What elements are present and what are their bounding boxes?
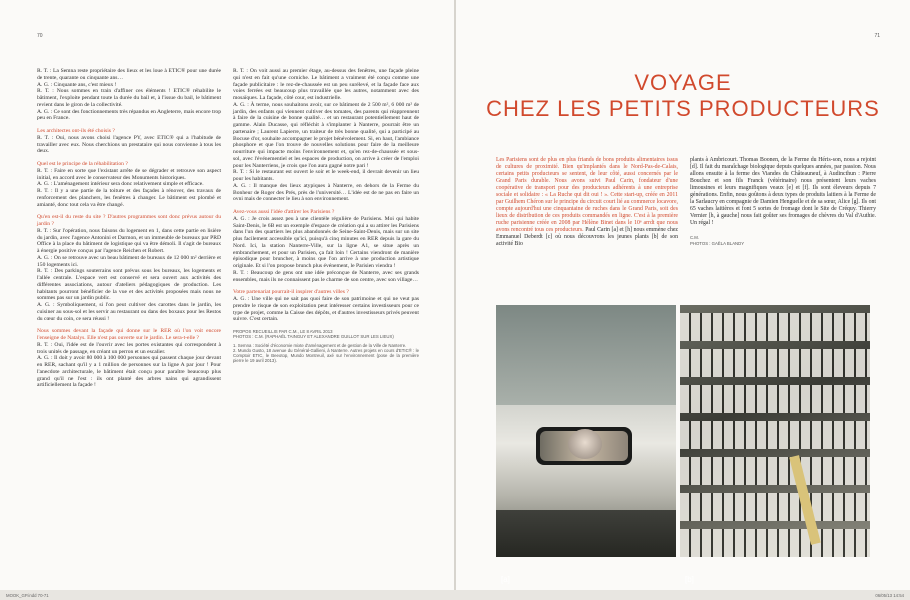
seedling-tray xyxy=(680,385,870,413)
article-title-line-1: VOYAGE xyxy=(634,70,732,95)
interview-answer: A. G. : Il doit y avoir 80 000 à 100 000 personnes qui passent chaque jour devant en RER, sachant qu'il y a 1 million de personnes sur la ligne A par jour ! Pour l'anecdote architecturale, le bâtiment était conçu pour paraître beaucoup plus grand qu'il ne l'est : ils ont planté des arbres nains qui agrandissent artificiellement la façade ! xyxy=(37,355,221,389)
seedling-tray xyxy=(680,421,870,449)
intro-column-1 xyxy=(496,157,678,248)
interview-question: Avez-vous aussi l'idée d'attirer les Parisiens ? xyxy=(233,209,335,215)
footnote: 2. Mundo Gusto, 18 avenue du Général-Gallieni, à Nanterre. Autres projets en cours d'ETIC® : le Comptoir ETIC, le Beeotop, Mundo Montreuil, axé sur l'environnement (pose de la première pierre le 19 avril 2013). xyxy=(233,347,419,364)
interview-answer: R. T. : Si le restaurant est ouvert le soir et le week-end, il devrait devenir un lieu pour les habitants. xyxy=(233,169,419,182)
credit-line: PROPOS RECUEILLIS PAR C.M., LE 8 AVRIL 2013 xyxy=(233,329,333,334)
interview-answer: R. T. : Beaucoup de gens ont une idée préconçue de Nanterre, avec ses grands ensembles, mais ils ne connaissent pas le charme de son centre, avec son village… xyxy=(233,269,419,283)
seedling-tray xyxy=(680,457,870,485)
print-slug-left: MOOK_GP.indd 70-71 xyxy=(6,593,49,598)
right-page xyxy=(456,0,910,590)
interview-answer: R. T. : Oui, nous avons choisi l'agence PY, avec ETIC® qui a l'habitude de travailler avec eux. Nous cherchions un prestataire qui nous convienne à tous les deux. xyxy=(37,134,221,155)
interview-answer: A. G. : Cinquante ans, c'est mieux ! xyxy=(37,81,117,88)
reflected-face xyxy=(568,429,602,459)
photo-farmer-mirror xyxy=(496,305,676,557)
interview-answer: R. T. : On voit aussi au premier étage, au-dessus des fenêtres, une façade pleine qui n'est en fait qu'une corniche. Le bâtiment a vraiment été conçu comme une façade publicitaire : le rez-de-chaussée est un peu surélevé, et la façade face aux voies ferrées est beaucoup plus travaillée que les autres, notamment avec des mosaïques. La façade, côté cour, est industrielle. xyxy=(233,68,419,101)
page-number-right: 71 xyxy=(874,33,880,39)
footnote: 1. Semna : Société d'économie mixte d'aménagement et de gestion de la Ville de Nanterre. xyxy=(233,342,407,348)
byline-author: C.M. xyxy=(690,235,700,240)
interview-answer: R. T. : Il y a une partie de la toiture et des façades à rénover, des travaux de renforcement des planchers, les fenêtres à changer. Le bâtiment est plombé et amianté, donc tout cela va être changé. xyxy=(37,188,221,208)
left-page xyxy=(0,0,454,590)
interview-answer: A. G. : Il manque des lieux atypiques à Nanterre, en dehors de la Ferme du Bonheur de Roger des Prés, près de l'université… L'idée est de ne pas en faire un ovni mais de connecter le lieu à son environnement. xyxy=(233,182,419,203)
page-number-left: 70 xyxy=(37,33,43,39)
dashboard xyxy=(496,510,676,557)
interview-question: Les architectes ont-ils été choisis ? xyxy=(37,128,115,134)
print-slug-right: 06/05/13 14:54 xyxy=(875,593,904,598)
interview-answer: A. G. : Symboliquement, si l'on peut cultiver des carottes dans le jardin, les cuisiner au sous-sol et les servir au restaurant ou dans des boxaux pour les Restos du cœur du coin, ce sera réussi ! xyxy=(37,302,221,322)
intro-text-continued: plants à Ambricourt. Thomas Boonen, de la Ferme du Héris-son, nous a rejoint [d]. Il fait du maraîchage biologique depuis quelques années, par passion. Nous allons ensuite à la ferme des Viandes du Châteauneuf, à Audincthun : Pierre Bouchez et son fils Franck (vétérinaire) nous présentent leurs vaches limousines et leurs magnifiques veaux [e] et [f]. Ils sont éleveurs depuis 7 générations. Enfin, nous goûtons à deux types de produits laitiers à la Ferme de la Sarlaucry en compagnie de Damien Henguelle et de sa sœur, Alice [g]. Ils ont 65 vaches laitières et font 5 sortes de fromage dont le Site de Créquy. Thierry Vernier [h, à gauche] nous fait goûter ses fromages de chèvres du Val d'Authie. Un régal ! xyxy=(690,157,876,226)
credit-line: PHOTOS : C.M. (RAPHAËL TAINGUY ET ALEXANDRE GUILLOT SUR LES LIEUX) xyxy=(233,334,394,340)
windshield-view xyxy=(496,305,676,405)
interview-answer: A. G. : L'aménagement intérieur sera donc relativement simple et efficace. xyxy=(37,181,204,188)
interview-answer: R. T. : Nous sommes en train d'affiner ces éléments ! ETIC® réhabilite le bâtiment, l'exploite pendant toute la durée du bail et, à l'issue du bail, le bâtiment revient dans le giron de la collectivité. xyxy=(37,88,221,108)
byline-photos: PHOTOS : GAËLA BLANDY xyxy=(690,241,745,246)
seedling-tray xyxy=(680,493,870,521)
interview-answer: R. T. : Faire en sorte que l'existant arrête de se dégrader et retrouve son aspect initial, en accord avec le conservateur des Monuments historiques. xyxy=(37,167,221,181)
interview-question: Votre partenariat pourrait-il inspirer d'autres villes ? xyxy=(233,289,349,296)
interview-column-1 xyxy=(37,68,221,389)
interview-column-2-body xyxy=(233,68,419,323)
intro-column-2 xyxy=(690,157,876,247)
photo-label-a: [a] xyxy=(501,575,510,584)
byline xyxy=(690,235,876,247)
interview-question: Qu'en est-il du reste du site ? D'autres programmes sont donc prévus autour du jardin ? xyxy=(37,214,221,227)
interview-question: Quel est le principe de la réhabilitation ? xyxy=(37,161,128,167)
seedling-tray xyxy=(680,529,870,557)
interview-answer: A. G. : À terme, nous souhaitons avoir, sur ce bâtiment de 2 500 m², 6 000 m² de jardin, des enfants qui viennent cultiver des tomates, des parents qui réapprennent à faire de la cuisine de bonne qualité… et un restaurant potentiellement haut de gamme. Alain Ducasse, qui réfléchit à s'implanter à Nanterre, pourrait être un partenaire ; Laurent Lapierre, un traiteur de très bonne qualité, qui a participé au Bocuse d'or, souhaite accompagner le projet bénévolement. Si, en haut, l'ambiance phosphore et que l'on trouve de nouvelles solutions pour faire de la meilleure nourriture qui impacte moins l'environnement et, qu'en rez-de-chaussée et sous-sol, avec l'événementiel et les espaces de production, on arrive à créer de l'emploi pour les Nanterriens, je crois que l'on aura gagné notre pari ! xyxy=(233,101,419,169)
interview-column-2 xyxy=(233,68,419,364)
intro-text: Les Parisiens sont de plus en plus friands de bons produits alimentaires issus de cultures de proximité. Bien qu'implantés dans le Nord-Pas-de-Calais, certains petits producteurs se sentent, de leur côté, aussi concernés par le Grand Paris durable. Nous avons suivi Paul Carin, fondateur d'une coopérative de transport pour des producteurs adhérents à une entreprise sociale et solidaire : « La Ruche qui dit oui ! ». Cette start-up, créée en 2011 par Guilhem Chéron sur le principe du circuit court lié au commerce locavore, compte aujourd'hui une cinquantaine de ruches dans le Grand Paris, soit des lieux de distribution de ces produits commandés en ligne. C'est à la première ruche parisienne créée en 2008 par Hélène Binet dans le 10ᵉ arrdt que nous avons rencontré tous ces producteurs. xyxy=(496,157,678,233)
photo-label-b: [b] xyxy=(685,575,694,584)
interview-answer: A. G. : Je crois assez peu à une clientèle régulière de Parisiens. Moi qui habite Saint-Denis, le 6B est un exemple d'espace de création qui a su attirer les Parisiens dans l'un des quartiers les plus abandonnés de Seine-Saint-Denis, mais sur un site plus facilement accessible qu'ici, puisqu'à cinq minutes en RER depuis la gare du Nord. Ici, la station Nanterre-Ville, sur la ligne A1, se situe après un embranchement, et pour un Parisien, ça fait loin ! Certains viendront de manière épisodique pour bruncher, à moins que l'on arrive à une production artistique originale. Et si l'on propose brunch plus événement, le Parisien viendra ! xyxy=(233,215,419,269)
photo-seedling-trays xyxy=(680,305,870,557)
interview-answer: R. T. : Oui, l'idée est de l'ouvrir avec les portes existantes qui correspondent à trois unités de passage, en créant un perron et un escalier. xyxy=(37,341,221,355)
interview-answer: R. T. : Sur l'opération, nous faisons du logement en 1, dans cette partie en lisière du jardin, avec l'agence Antonini et Darmon, et un immeuble de bureaux par PRD Office à la place du bâtiment de logistique qui va être démoli. Il s'agit de bureaux à énergie positive conçus par l'agence Reichen et Robert. xyxy=(37,227,221,254)
interview-answer: R. T. : La Semna reste propriétaire des lieux et les loue à ETIC® pour une durée de trente, quarante ou cinquante ans… xyxy=(37,68,221,81)
interview-answer: A. G. : Une ville qui ne sait pas quoi faire de son patrimoine et qui ne veut pas prendre le risque de son exploitation peut intéresser certains investisseurs pour ce type de projet, comme la Caisse des dépôts, et d'autres investisseurs privés peuvent suivre. C'est certain. xyxy=(233,296,419,323)
interview-answer: R. T. : Des parkings souterrains sont prévus sous les bureaux, les logements et l'allée centrale. L'espace vert est conservé et sera ouvert aux activités des différentes associations, autour d'ateliers pédagogiques de production. Les habitants pourront bénéficier de la vue et des activités proposées mais nous ne sommes pas sur un jardin public. xyxy=(37,268,221,302)
credits-block xyxy=(233,329,419,364)
interview-question: Nous sommes devant la façade qui donne sur le RER où l'on voit encore l'enseigne de Natalys. Elle n'est pas ouverte sur le jardin. Le sera-t-elle ? xyxy=(37,328,221,341)
article-title-line-2: CHEZ LES PETITS PRODUCTEURS xyxy=(486,96,880,121)
seedling-tray xyxy=(680,313,870,341)
interview-answer: A. G. : On se retrouve avec un beau bâtiment de bureaux de 12 000 m² derrière et 150 logements ici. xyxy=(37,254,221,268)
interview-answer: A. G. : Ce sont des fonctionnements très répandus en Angleterre, mais encore trop peu en France. xyxy=(37,108,221,122)
intro-text-end: Paul Carin [a] et [h] nous emmène chez Emmanuel Deberdt [c] où nous découvrons les jeunes plants [b] de son activité Bio xyxy=(496,227,678,247)
seedling-tray xyxy=(680,349,870,377)
